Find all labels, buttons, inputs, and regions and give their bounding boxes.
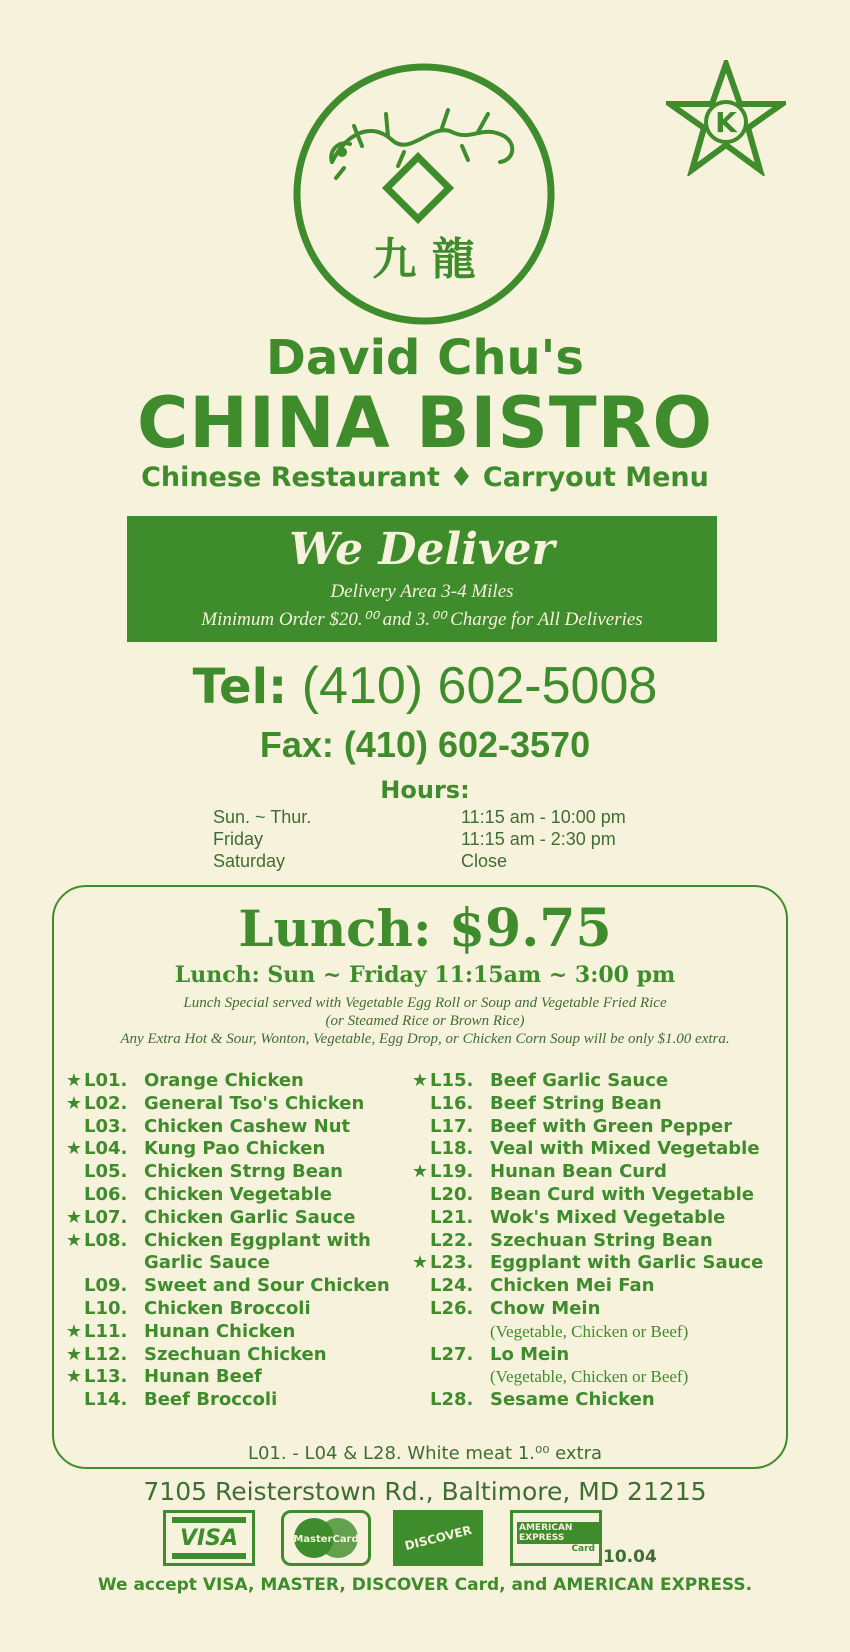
menu-item	[62, 1275, 390, 1298]
spicy-star-icon: ★	[65, 1070, 82, 1091]
hours-row	[213, 828, 673, 850]
menu-item	[408, 1161, 763, 1184]
amex-card-icon	[510, 1510, 602, 1566]
spicy-star-icon	[408, 1321, 428, 1344]
menu-item	[408, 1116, 763, 1139]
spicy-star-icon: ★	[65, 1320, 82, 1342]
spicy-star-icon	[408, 1366, 428, 1389]
accepted-cards-note: We accept VISA, MASTER, DISCOVER Card, and AMERICAN EXPRESS.	[97, 1575, 753, 1595]
menu-item-name: Sweet and Sour Chicken	[144, 1275, 390, 1297]
hours-time: 11:15 am - 2:30 pm	[461, 829, 616, 849]
menu-item-name: Lo Mein	[490, 1343, 570, 1365]
lunch-hours: Lunch: Sun ~ Friday 11:15am ~ 3:00 pm	[174, 962, 676, 988]
menu-item	[408, 1093, 763, 1116]
spicy-star-icon: ★	[65, 1092, 82, 1114]
menu-item	[408, 1389, 763, 1412]
lunch-label: Lunch:	[238, 899, 449, 958]
tel-label: Tel:	[192, 659, 288, 715]
spicy-star-icon: ★	[411, 1161, 428, 1183]
delivery-minimum: Minimum Order $20.⁰⁰ and 3.⁰⁰ Charge for All Deliveries	[201, 609, 643, 630]
menu-item-code: L13.	[84, 1366, 128, 1388]
menu-item-code: L06.	[84, 1183, 128, 1205]
discover-card-icon	[393, 1510, 483, 1566]
menu-item-name: Beef with Green Pepper	[490, 1115, 733, 1137]
spicy-star-icon: ★	[65, 1366, 82, 1388]
restaurant-name: CHINA BISTRO	[136, 382, 714, 464]
hours-day: Friday	[213, 829, 264, 849]
delivery-banner	[127, 516, 717, 642]
menu-item	[62, 1138, 390, 1161]
spicy-star-icon	[408, 1298, 428, 1321]
menu-item-code: L08.	[84, 1229, 128, 1251]
menu-item	[62, 1298, 390, 1321]
menu-item	[62, 1344, 390, 1367]
menu-item	[408, 1252, 763, 1275]
menu-item-name: Chicken Mei Fan	[490, 1275, 655, 1297]
menu-item-code: L14.	[84, 1389, 128, 1411]
menu-item-name: Chicken Strng Bean	[144, 1161, 343, 1183]
menu-item-name: Garlic Sauce	[144, 1252, 270, 1274]
discover-label: DISCOVER	[403, 1522, 473, 1554]
spicy-star-icon	[62, 1252, 82, 1275]
dragon-icon	[331, 110, 512, 178]
spicy-star-icon: ★	[411, 1070, 428, 1091]
menu-item-name: (Vegetable, Chicken or Beef)	[490, 1367, 689, 1387]
spicy-star-icon	[62, 1161, 82, 1184]
menu-subtitle: Chinese Restaurant ♦ Carryout Menu	[141, 462, 709, 493]
menu-item	[62, 1070, 390, 1093]
star-letter: K	[715, 106, 737, 139]
amex-label: AMERICAN EXPRESS	[517, 1522, 599, 1544]
menu-item-code: L02.	[84, 1092, 128, 1114]
spicy-star-icon	[408, 1344, 428, 1367]
menu-item-code: L27.	[430, 1343, 474, 1365]
menu-item	[62, 1366, 390, 1389]
spicy-star-icon: ★	[65, 1138, 82, 1160]
menu-item-name: Eggplant with Garlic Sauce	[490, 1252, 764, 1274]
spicy-star-icon	[408, 1207, 428, 1230]
menu-item	[408, 1070, 763, 1093]
menu-item-code: L12.	[84, 1343, 128, 1365]
spicy-star-icon: ★	[65, 1206, 82, 1228]
menu-item	[62, 1161, 390, 1184]
menu-item-code: L04.	[84, 1138, 128, 1160]
hours-time: 11:15 am - 10:00 pm	[461, 807, 626, 827]
menu-item-name: Sesame Chicken	[490, 1389, 655, 1411]
menu-item-code	[428, 1321, 490, 1344]
lunch-note	[110, 994, 740, 1048]
menu-item-name: General Tso's Chicken	[144, 1092, 365, 1114]
menu-item	[408, 1207, 763, 1230]
menu-item	[408, 1230, 763, 1253]
menu-item	[408, 1366, 763, 1389]
menu-item	[62, 1184, 390, 1207]
menu-item-name: Beef String Bean	[490, 1092, 662, 1114]
menu-item-name: (Vegetable, Chicken or Beef)	[490, 1321, 689, 1341]
menu-item-name: Hunan Bean Curd	[490, 1161, 667, 1183]
menu-item-name: Bean Curd with Vegetable	[490, 1183, 754, 1205]
menu-item	[62, 1116, 390, 1139]
menu-item-name: Kung Pao Chicken	[144, 1138, 326, 1160]
menu-item	[62, 1252, 390, 1275]
menu-item-name: Szechuan Chicken	[144, 1343, 327, 1365]
lunch-note-line: Any Extra Hot & Sour, Wonton, Vegetable, Egg Drop, or Chicken Corn Soup will be only $1.00 extra.	[120, 1031, 730, 1047]
delivery-headline: We Deliver	[289, 524, 555, 575]
kosher-star-icon	[666, 60, 786, 176]
menu-item-code: L17.	[430, 1115, 474, 1137]
spicy-star-icon	[62, 1298, 82, 1321]
spicy-star-icon	[62, 1389, 82, 1412]
menu-item-code: L21.	[430, 1206, 474, 1228]
menu-item-code: L11.	[84, 1320, 128, 1342]
menu-item-name: Szechuan String Bean	[490, 1229, 713, 1251]
hours-table	[213, 806, 673, 872]
menu-item	[408, 1298, 763, 1321]
menu-item-name: Hunan Beef	[144, 1366, 262, 1388]
menu-item-name: Hunan Chicken	[144, 1320, 296, 1342]
restaurant-address: 7105 Reisterstown Rd., Baltimore, MD 21215	[143, 1477, 707, 1506]
menu-item	[62, 1321, 390, 1344]
spicy-star-icon	[408, 1138, 428, 1161]
spicy-star-icon	[62, 1275, 82, 1298]
lunch-menu-right	[408, 1070, 763, 1412]
menu-item	[408, 1275, 763, 1298]
spicy-star-icon	[408, 1116, 428, 1139]
menu-item	[62, 1230, 390, 1253]
fax-number: Fax: (410) 602-3570	[259, 724, 591, 765]
menu-item-code	[428, 1366, 490, 1389]
visa-label: VISA	[179, 1525, 239, 1551]
telephone[interactable]	[0, 656, 850, 716]
menu-item-code: L26.	[430, 1297, 474, 1319]
menu-item-name: Wok's Mixed Vegetable	[490, 1206, 726, 1228]
mastercard-label: MasterCard	[293, 1534, 359, 1545]
menu-item	[408, 1138, 763, 1161]
menu-item	[62, 1207, 390, 1230]
mastercard-icon	[281, 1510, 371, 1566]
menu-item-code: L28.	[430, 1389, 474, 1411]
menu-item-code: L03.	[84, 1115, 128, 1137]
menu-item-name: Chicken Eggplant with	[144, 1229, 371, 1251]
visa-card-icon	[163, 1510, 255, 1566]
menu-item-code: L22.	[430, 1229, 474, 1251]
amex-card-label: Card	[571, 1544, 595, 1554]
menu-item-code: L19.	[430, 1161, 474, 1183]
menu-item-code: L05.	[84, 1161, 128, 1183]
mastercard-circles	[284, 1516, 368, 1560]
hours-title: Hours:	[380, 776, 470, 804]
spicy-star-icon: ★	[65, 1343, 82, 1365]
spicy-star-icon: ★	[65, 1229, 82, 1251]
owner-name: David Chu's	[266, 330, 584, 386]
menu-item-code: L23.	[430, 1252, 474, 1274]
hours-time: Close	[461, 851, 508, 871]
lunch-note-line: Lunch Special served with Vegetable Egg Roll or Soup and Vegetable Fried Rice	[183, 995, 667, 1011]
menu-item-name: Chicken Cashew Nut	[144, 1115, 351, 1137]
menu-item-code: L15.	[430, 1070, 474, 1091]
menu-item-code: L16.	[430, 1092, 474, 1114]
menu-item-name: Chicken Garlic Sauce	[144, 1206, 356, 1228]
spicy-star-icon	[62, 1116, 82, 1139]
menu-item-code: L09.	[84, 1275, 128, 1297]
menu-item-name: Veal with Mixed Vegetable	[490, 1138, 760, 1160]
hours-day: Saturday	[213, 851, 286, 871]
lunch-title	[0, 898, 850, 959]
menu-item-code: L24.	[430, 1275, 474, 1297]
white-meat-note: L01. - L04 & L28. White meat 1.⁰⁰ extra	[247, 1443, 603, 1464]
menu-item-name: Orange Chicken	[144, 1070, 304, 1091]
hours-row	[213, 850, 673, 872]
menu-item-name: Chicken Broccoli	[144, 1297, 311, 1319]
spicy-star-icon	[408, 1184, 428, 1207]
menu-item-code: L01.	[84, 1070, 128, 1091]
spicy-star-icon: ★	[411, 1252, 428, 1274]
spicy-star-icon	[408, 1093, 428, 1116]
menu-item-code: L07.	[84, 1206, 128, 1228]
spicy-star-icon	[408, 1275, 428, 1298]
chinese-characters: 九 龍	[372, 234, 476, 285]
spicy-star-icon	[408, 1389, 428, 1412]
menu-item	[408, 1321, 763, 1344]
dragon-logo	[292, 62, 556, 326]
menu-item-code: L18.	[430, 1138, 474, 1160]
spicy-star-icon	[62, 1184, 82, 1207]
menu-item-code: L10.	[84, 1297, 128, 1319]
menu-item	[408, 1344, 763, 1367]
lunch-note-line: (or Steamed Rice or Brown Rice)	[325, 1013, 525, 1029]
spicy-star-icon	[408, 1230, 428, 1253]
menu-item	[408, 1184, 763, 1207]
menu-item	[62, 1389, 390, 1412]
menu-item-name: Beef Garlic Sauce	[490, 1070, 669, 1091]
hours-row	[213, 806, 673, 828]
menu-item-code: L20.	[430, 1183, 474, 1205]
menu-code: 10.04	[603, 1547, 657, 1567]
tel-number[interactable]: (410) 602-5008	[301, 657, 658, 715]
menu-item-name: Chicken Vegetable	[144, 1183, 332, 1205]
menu-item	[62, 1093, 390, 1116]
menu-item-name: Beef Broccoli	[144, 1389, 278, 1411]
delivery-area: Delivery Area 3-4 Miles	[330, 581, 514, 602]
lunch-menu-left	[62, 1070, 390, 1412]
menu-item-code	[82, 1252, 144, 1275]
hours-day: Sun. ~ Thur.	[213, 807, 312, 827]
menu-item-name: Chow Mein	[490, 1297, 601, 1319]
lunch-price: $9.75	[448, 898, 612, 959]
